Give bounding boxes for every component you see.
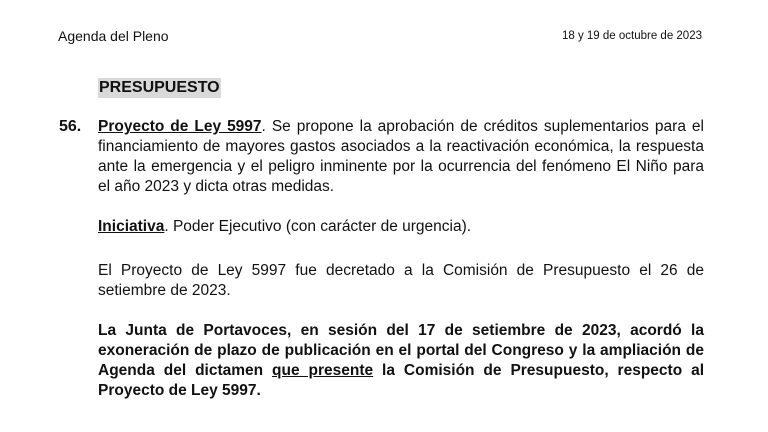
agreement-paragraph [98, 321, 704, 401]
item-number: 56. [59, 118, 82, 135]
agreement-text-before: La Junta de Portavoces, en sesión del 17 de setiembre de 2023, acordó la exoneración de plazo de publicación en el portal del Congreso y la ampliación de Agenda del dictamen [98, 322, 704, 379]
initiative-paragraph [98, 217, 704, 237]
agreement-text-after: la Comisión de Presupuesto, respecto al Proyecto de Ley 5997. [98, 362, 705, 399]
bill-title: Proyecto de Ley 5997 [98, 118, 262, 135]
initiative-label: Iniciativa [98, 218, 165, 235]
bill-paragraph [98, 117, 704, 197]
header-title: Agenda del Pleno [58, 28, 169, 44]
bill-description: . Se propone la aprobación de créditos suplementarios para el financiamiento de mayores gastos asociados a la reactivación económica, la respuesta ante la emergencia y el peligro inminente por la ocurrencia del fenómeno El Niño para el año 2023 y dicta otras medidas. [98, 118, 704, 195]
agreement-underlined: que presente [272, 362, 374, 379]
section-title: PRESUPUESTO [99, 79, 220, 96]
initiative-text: . Poder Ejecutivo (con carácter de urgencia). [164, 218, 472, 235]
referral-paragraph: El Proyecto de Ley 5997 fue decretado a la Comisión de Presupuesto el 26 de setiembre de 2023. [98, 262, 704, 299]
header-date: 18 y 19 de octubre de 2023 [561, 30, 702, 42]
